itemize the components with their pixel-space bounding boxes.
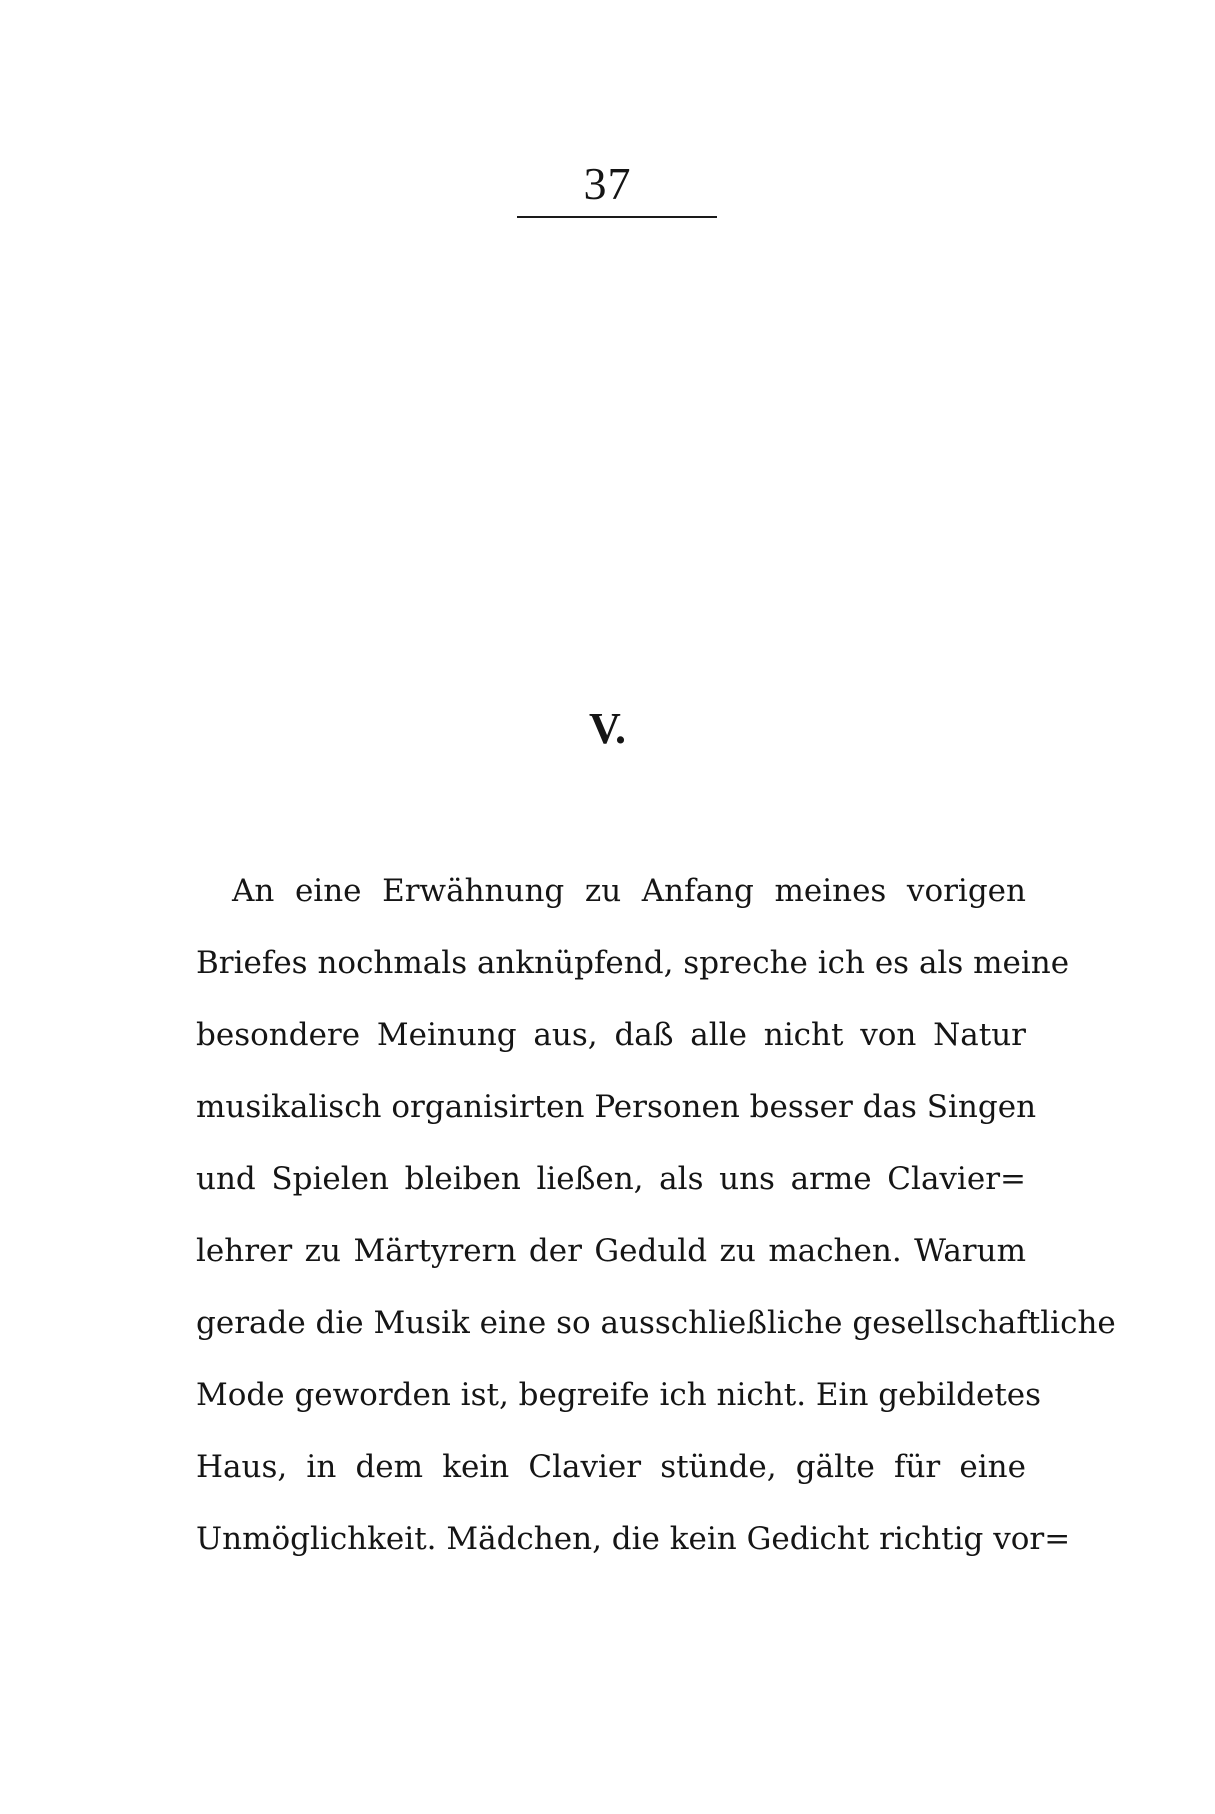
text-line: Mode geworden ist, begreife ich nicht. Ein gebildetes — [196, 1377, 1042, 1413]
text-line: gerade die Musik eine so ausschließliche gesellschaftliche — [196, 1305, 1116, 1341]
text-line: Haus, in dem kein Clavier stünde, gälte für eine — [196, 1449, 1026, 1485]
body-paragraph — [196, 855, 1116, 1575]
text-line: Unmöglichkeit. Mädchen, die kein Gedicht richtig vor= — [196, 1521, 1071, 1557]
chapter-heading: V. — [588, 704, 627, 753]
page-number-rule — [517, 216, 717, 218]
text-line: Briefes nochmals anknüpfend, spreche ich es als meine — [196, 945, 1070, 981]
text-line: An eine Erwähnung zu Anfang meines vorigen — [232, 873, 1026, 909]
text-line: und Spielen bleiben ließen, als uns arme Clavier= — [196, 1161, 1026, 1197]
text-line: musikalisch organisirten Personen besser das Singen — [196, 1089, 1037, 1125]
text-line: lehrer zu Märtyrern der Geduld zu machen. Warum — [196, 1233, 1026, 1269]
page-number: 37 — [583, 158, 632, 209]
text-line: besondere Meinung aus, daß alle nicht von Natur — [196, 1017, 1026, 1053]
